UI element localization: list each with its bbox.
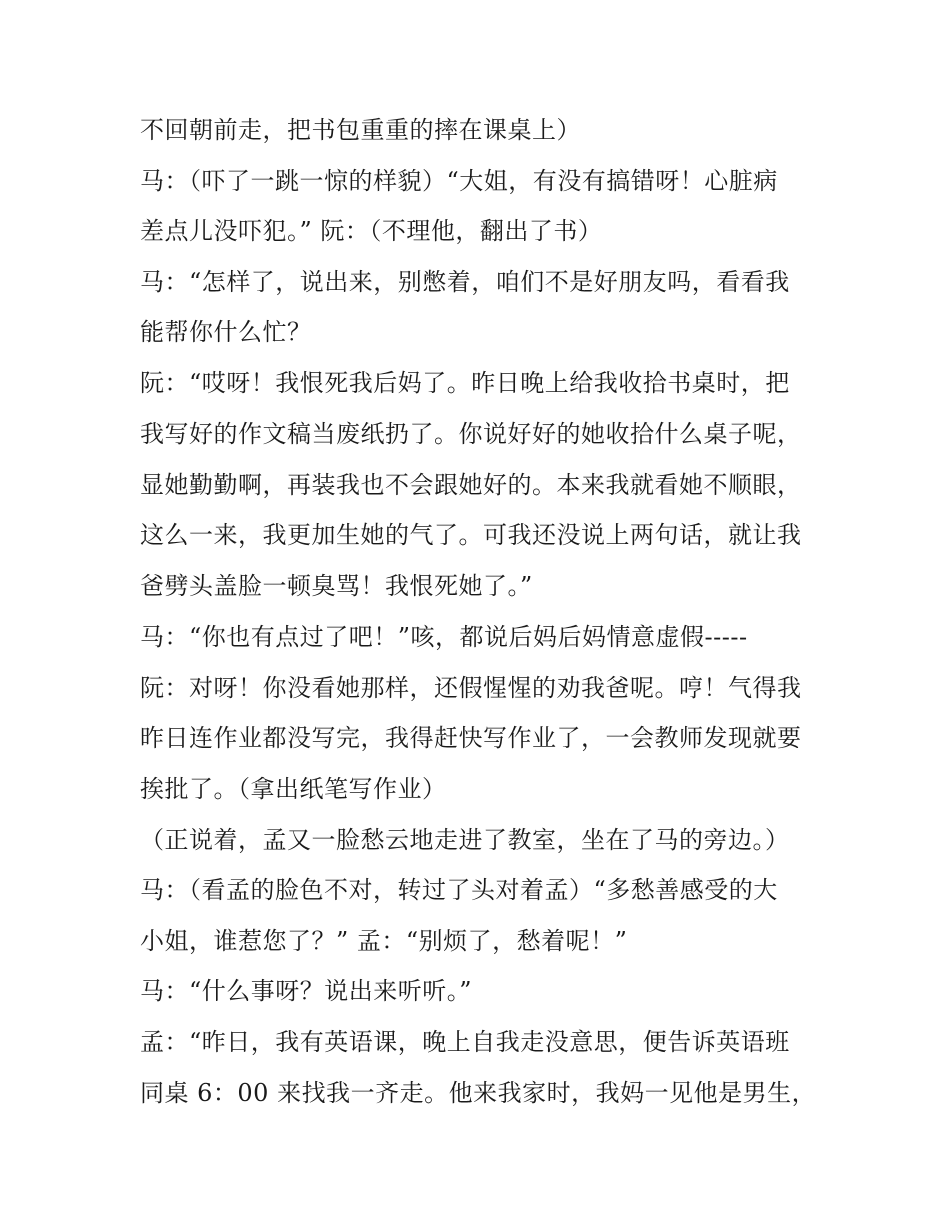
text-line: 阮：“哎呀！我恨死我后妈了。昨日晚上给我收拾书桌时，把 xyxy=(140,369,790,397)
text-line: 马：（吓了一跳一惊的样貌）“大姐，有没有搞错呀！心脏病 xyxy=(140,167,778,195)
text-line: 马：“怎样了，说出来，别憋着，咱们不是好朋友吗，看看我 xyxy=(140,268,790,296)
text-line: 小姐，谁惹您了？” 孟：“别烦了，愁着呢！” xyxy=(140,927,628,955)
text-line: 挨批了。（拿出纸笔写作业） xyxy=(140,775,447,803)
text-line: 爸劈头盖脸一顿臭骂！我恨死她了。” xyxy=(140,572,533,600)
text-line: 显她勤勤啊，再装我也不会跟她好的。本来我就看她不顺眼， xyxy=(140,471,802,499)
text-line: 我写好的作文稿当废纸扔了。你说好好的她收拾什么桌子呢， xyxy=(140,420,802,448)
text-line: 能帮你什么忙？ xyxy=(140,318,312,346)
text-line: 同桌 6：00 来找我一齐走。他来我家时，我妈一见他是男生， xyxy=(140,1079,817,1107)
text-line: 孟：“昨日，我有英语课，晚上自我走没意思，便告诉英语班 xyxy=(140,1028,790,1056)
text-line: 阮：对呀！你没看她那样，还假惺惺的劝我爸呢。哼！气得我 xyxy=(140,674,802,702)
text-line: 马：“什么事呀？说出来听听。” xyxy=(140,977,473,1005)
text-line: 这么一来，我更加生她的气了。可我还没说上两句话，就让我 xyxy=(140,521,802,549)
text-line: 昨日连作业都没写完，我得赶快写作业了，一会教师发现就要 xyxy=(140,724,802,752)
text-line: 差点儿没吓犯。” 阮：（不理他，翻出了书） xyxy=(140,217,603,245)
text-line: 马：（看孟的脸色不对，转过了头对着孟）“多愁善感受的大 xyxy=(140,876,778,904)
text-line: 不回朝前走，把书包重重的摔在课桌上） xyxy=(140,116,581,144)
text-line: 马：“你也有点过了吧！”咳，都说后妈后妈情意虚假----- xyxy=(140,623,748,651)
text-line: （正说着，孟又一脸愁云地走进了教室，坐在了马的旁边。） xyxy=(140,826,790,854)
